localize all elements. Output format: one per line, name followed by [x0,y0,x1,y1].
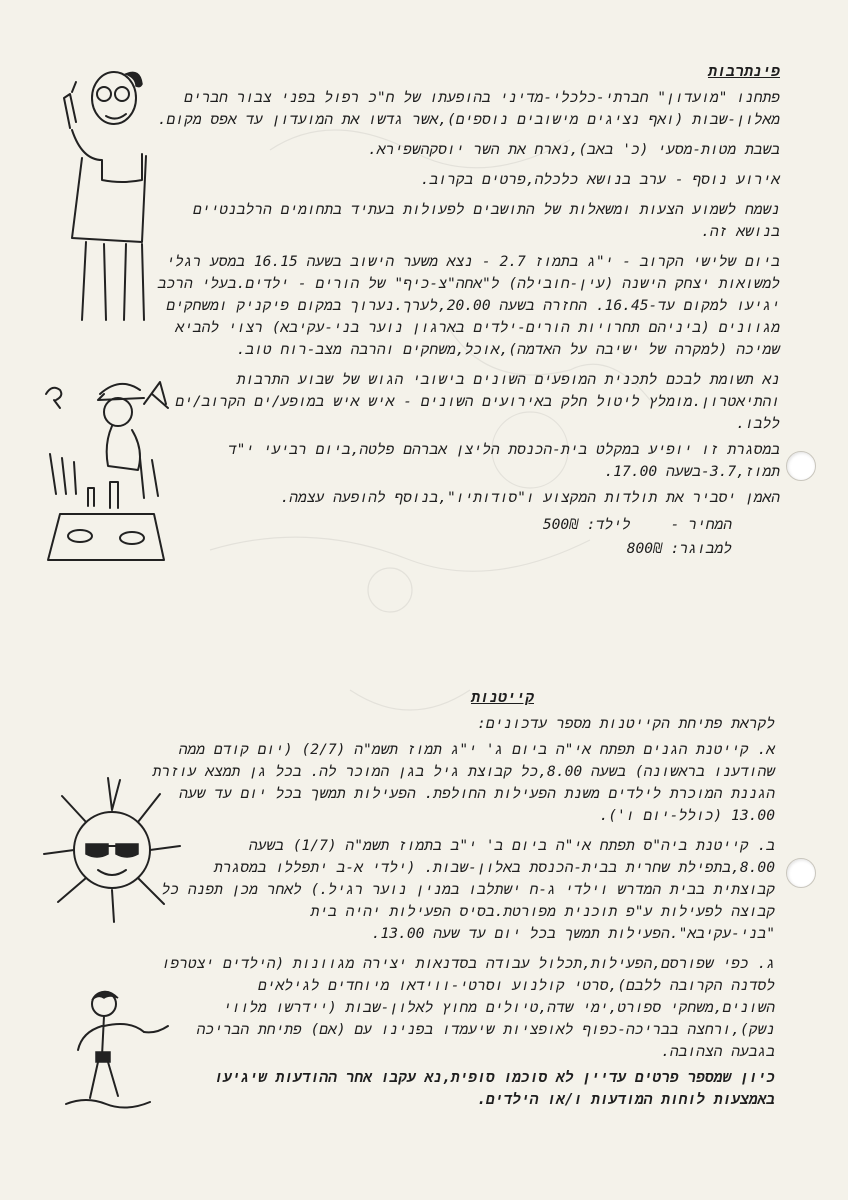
punch-hole-top [786,451,816,481]
camps-intro: לקראת פתיחת הקייטנות מספר עדכונים: [477,715,775,732]
culture-paragraph: אירוע נוסף - ערב בנושא כלכלה,פרטים בקרוב. [420,171,780,188]
culture-paragraph: פתחנו "מועדון" חברתי-כלכלי-מדיני בהופעתו של ח"כ רפול בפני צבור חברים מאלון-שבות (ואף נציגים מישובים נוספים),אשר גדשו את המועדון עד אפס מקום. [157,89,780,128]
price-row [150,513,780,537]
child-price: לילד: 500₪ [542,516,631,533]
man-pointing-illustration [42,58,162,328]
culture-paragraph: במסגרת זו יופיע במקלט בית-הכנסת הליצן אברהם פלטה,ביום רביעי י"ד תמוז,3.7-בשעה 17.00. [227,441,780,480]
culture-paragraph: ביום שלישי הקרוב - י"ג בתמוז 2.7 - נצא משער הישוב בשעה 16.15 במסע רגלי למשואות יצחק הישנה (עין-חובילה) ל"אחה"צ-כיף" של הורים - ילדים.בעלי הרכב יגיעו למקום עד-16.45. החזרה בשעה 20.00,לערך.נערוך במקום פיקניק ומשחקים מגוונים (ביניהם תחרויות הורים-ילדים בארגון נוער בני-עקיבא) רצוי להביא שמיכה (למקרה של ישיבה על האדמה),אוכל,משחקים והרבה מצב-רוח טוב. [157,253,780,358]
camps-heading: קייטנות [470,688,534,706]
punch-hole-bottom [786,858,816,888]
culture-paragraph: האמן יסביר את תולדות המקצוע ו"סודותיו",בנוסף להופעה עצמה. [280,489,780,506]
culture-section [150,62,780,561]
price-row-adult [150,537,780,561]
camps-section [150,688,775,1119]
camp-item: ב. קייטנת ביה"ס תפתח אי"ה ביום ב' י"ב בתמוז תשמ"ה (1/7) בשעה 8.00,בתפילת שחרית בבית-הכנסת באלון-שבות. (ילדי א-ב יתפללו במסגרת קבוצתית בבית המדרש וילדי ג-ח ישתלבו במנין נוער רגיל.) לאחר מכן תפנה כל קבוצה לפעילות ע"פ תוכנית מפורטת.בסיס הפעילות יהיה בית "בני-עקיבא".הפעילות תמשך בכל יום עד שעה 13.00. [161,837,775,942]
camp-item: א. קייטנת הגנים תפתח אי"ה ביום ג' י"ג תמוז תשמ"ה (2/7) (יום קודם ממה שהודענו בראשונה) בשעה 8.00,כל קבוצת גיל בגן המוכר לה. בכל גן תמצא עוזרת הגננת המוכרת לילדים משנת הפעילות החולפת. הפעילות תמשך בכל יום עד שעה 13.00 (כולל-יום ו'). [152,741,775,824]
culture-paragraph: בשבת מטות-מסעי (כ' באב),נארח את השר יוסקהשפירא. [368,141,780,158]
culture-heading: פינתרבות [707,62,780,80]
adult-price: למבוגר: 800₪ [626,540,732,557]
culture-paragraph: נא תשומת לבכם לתכנית המופעים השונים בישובי הגוש של שבוע התרבות והתיאטרון.מומלץ ליטול חלק באירועים השונים - איש איש במופע/ים הקרוב/ים ללבו. [175,371,780,432]
culture-paragraph: נשמח לשמוע הצעות ומשאלות של התושבים לפעולות בעתיד בתחומים הרלבנטיים בנושא זה. [192,201,780,240]
price-label: המחיר - [670,516,732,533]
camps-closing: כיון שמספר פרטים עדיין לא סוכמו סופית,נא עקבו אחר ההודעות שיגיעו באמצעות לוחות המודעות ו/או הילדים. [214,1069,775,1108]
camp-item: ג. כפי שפורסם,הפעילות,תכלול עבודה בסדנאות יצירה מגוונות (הילדים יצטרפו לסדנה הקרובה ללבם),סרטי קולנוע וסרטי-ווידאו מיוחדים לגילאים השונים,משחקי ספורט,ימי שדה,טיולים מחוץ לאלון-שבות (יידרשו מלווי נשק),ורחצה בבריכה-כפוף לאופציות שיעמדו בפנינו עם (אם) פתיחת הבריכה בגבעה הצהובה. [161,955,775,1060]
